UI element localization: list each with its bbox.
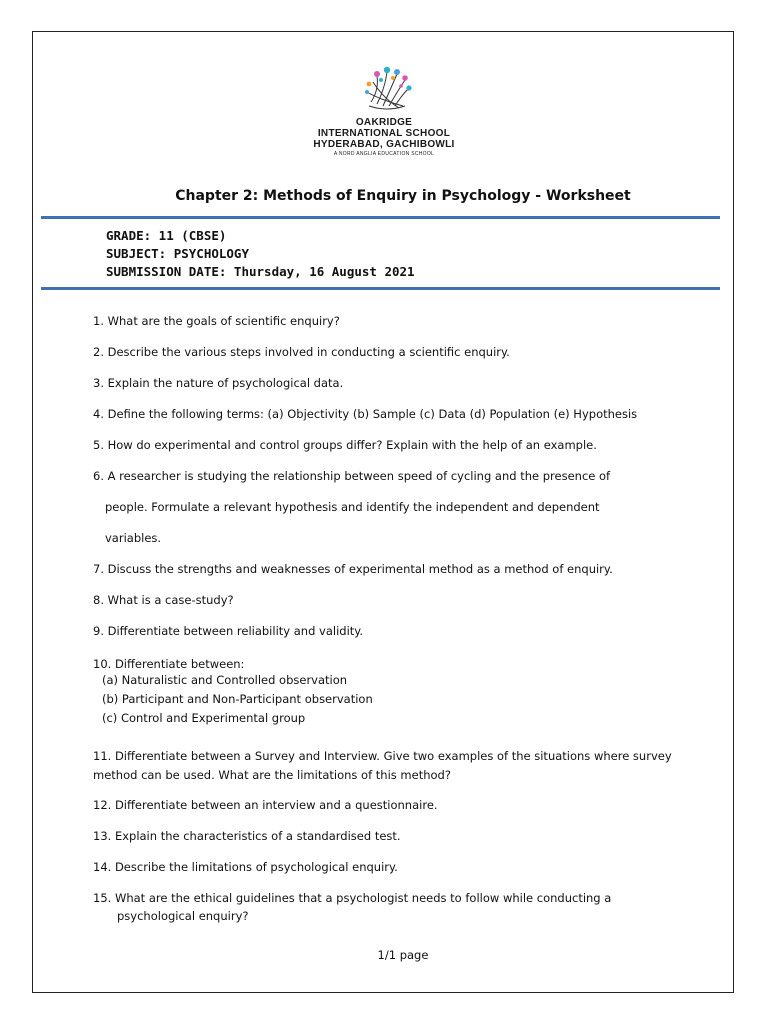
question-7: 7. Discuss the strengths and weaknesses of experimental method as a method of enquiry. — [93, 562, 613, 576]
grade-label: GRADE: 11 (CBSE) — [106, 228, 227, 243]
submission-date-label: SUBMISSION DATE: Thursday, 16 August 2021 — [106, 264, 415, 279]
question-1: 1. What are the goals of scientific enquiry? — [93, 314, 340, 328]
question-2: 2. Describe the various steps involved in conducting a scientific enquiry. — [93, 345, 510, 359]
question-10c: (c) Control and Experimental group — [102, 711, 306, 725]
question-14: 14. Describe the limitations of psychological enquiry. — [93, 860, 398, 874]
question-4: 4. Define the following terms: (a) Objectivity (b) Sample (c) Data (d) Population (e) Hypothesis — [93, 407, 638, 421]
header-divider-bottom — [41, 287, 720, 290]
question-10a: (a) Naturalistic and Controlled observation — [102, 673, 348, 687]
question-6-line2: people. Formulate a relevant hypothesis and identify the independent and dependent — [105, 500, 600, 514]
school-name-block — [0, 117, 768, 159]
question-11-line1: 11. Differentiate between a Survey and Interview. Give two examples of the situations where survey — [93, 749, 672, 763]
worksheet-meta — [106, 227, 415, 281]
question-10b: (b) Participant and Non-Participant observation — [102, 692, 373, 706]
school-logo-icon — [359, 62, 415, 116]
question-8: 8. What is a case-study? — [93, 593, 234, 607]
question-5: 5. How do experimental and control groups differ? Explain with the help of an example. — [93, 438, 597, 452]
school-name-line2: INTERNATIONAL SCHOOL — [317, 128, 451, 139]
question-10: 10. Differentiate between: — [93, 657, 245, 671]
question-13: 13. Explain the characteristics of a standardised test. — [93, 829, 401, 843]
question-15-line1: 15. What are the ethical guidelines that a psychologist needs to follow while conducting a — [93, 891, 612, 905]
question-3: 3. Explain the nature of psychological data. — [93, 376, 344, 390]
question-9: 9. Differentiate between reliability and validity. — [93, 624, 364, 638]
subject-label: SUBJECT: PSYCHOLOGY — [106, 246, 249, 261]
school-tagline: A NORD ANGLIA EDUCATION SCHOOL — [333, 151, 435, 157]
page-number: 1/1 page — [377, 948, 429, 962]
header-divider-top — [41, 216, 720, 219]
question-6-line1: 6. A researcher is studying the relationship between speed of cycling and the presence of — [93, 469, 611, 483]
question-11-line2: method can be used. What are the limitations of this method? — [93, 768, 451, 782]
school-name-line1: OAKRIDGE — [355, 117, 413, 128]
question-15-line2: psychological enquiry? — [117, 909, 249, 923]
question-6-line3: variables. — [105, 531, 162, 545]
question-12: 12. Differentiate between an interview and a questionnaire. — [93, 798, 438, 812]
school-name-line3: HYDERABAD, GACHIBOWLI — [313, 139, 455, 150]
page-title: Chapter 2: Methods of Enquiry in Psychology - Worksheet — [175, 188, 631, 204]
